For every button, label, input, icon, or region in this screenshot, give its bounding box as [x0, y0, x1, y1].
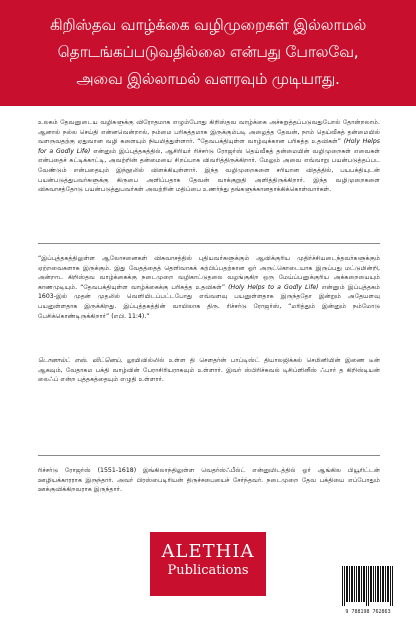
- endorser-description: லூயிவில்லில் உள்ள தி சௌதர்ன் பாப்டிஸ்ட் தியாலஜிக்கல் செமினியின் இணை டீன் ஆகவும், வேதாகம பக்தி வாழ்வின் பேராசிரியராகவும் உள்ளார். இவர் ஸ்பிரிச்சுவல் டிசிப்ளினீஸ் ஃபார் த கிறிஸ்டியன் லைஃப் என்ற புத்தகத்தையும் எழுதி உள்ளார்.: [38, 357, 380, 384]
- endorsement-text-1: “இப்புத்தகத்திலுள்ள ஆலோசனைகள் விசுவாசத்தில் புதியவர்களுக்கும் ஆவிக்குரிய முதிர்ச்சியடைந்தவர்களுக்கும் ஏற்றவைகளாக இருக்கும். இது வேதத்தைத் தெளிவாகக் கற்பிப்பதற்கான ஓர் அருட்கொடையாக இருப்பது மட்டுமின்றி, அன்றாட கிறிஸ்தவ வாழ்க்கைக்கு நடைமுறை வழிகாட்டுதலை வழங்குகிற ஒரு மேய்ப்பனுக்குரிய அக்கறையையும் காணமுடியும். “தேவபக்தியுள்ள வாழ்க்கைக்கு பரிசுத்த உதவிகள்”: [38, 255, 380, 291]
- banner-line-2: தொடங்கப்படுவதில்லை என்பது போலவே,: [57, 43, 359, 61]
- banner-line-3: அவை இல்லாமல் வளரவும் முடியாது.: [76, 70, 340, 88]
- publisher-logo: [150, 532, 266, 596]
- intro-paragraph: [38, 118, 380, 195]
- title-banner: [0, 0, 416, 106]
- publisher-logo-sub: Publications: [167, 563, 249, 578]
- author-bio: ரிச்சர்டு ரோஜர்ஸ் (1551-1618) இங்கிலாந்திலுள்ள வெதர்ஸ்ஃபீல்ட் என்னுமிடத்தில் ஓர் ஆங்கில பியூரிட்டன் ஊழியக்காரராக இருந்தார். அவர் பிரஸ்பைடிரியன் திருச்சபையைச் சேர்ந்தவர். நடைமுறை தேவ பக்தியை எப்போதும் ஊக்குவிக்கிறவராக இருந்தார்.: [38, 467, 380, 494]
- endorsement-english-title: (Holy Helps to a Godly Life): [228, 283, 319, 291]
- intro-english-title: (Holy Helps for a Godly Life): [38, 138, 381, 155]
- barcode-icon: [340, 566, 396, 608]
- endorsement-text-2: என்னும் இப்புத்தகம் 1603-இல் முதன் முதலில் வெளியிடப்பட்டபோது எவ்வளவு பயனுள்ளதாக இருந்ததோ இன்றும் அதேயளவு பயனுள்ளதாக இருக்கிறது. இப்புத்தகத்தின் வாயிலாக திரு. ரிச்சர்டு ரோஜர்ஸ், “மரித்தும் இன்னும் நம்மோடு பேசிக்கொண்டிருக்கிறார்” (எபி. 11:4).”: [38, 283, 380, 320]
- publisher-logo-mark: ALETHIA: [161, 541, 255, 562]
- barcode-digits: 9 788198 762863: [345, 609, 391, 615]
- section-divider: [38, 455, 380, 456]
- endorser-name: டொனால்ட் எஸ். விட்னெய்,: [38, 357, 123, 364]
- endorser-info: [38, 356, 380, 385]
- intro-text-2: என்னும் இப்புத்தகத்தில், ஆசிரியர் ரிச்சர்டு ரோஜர்ஸ் தெய்வீகத் தன்மையின் வழிமுறைகள் எவைகள் என்பதைச் சுட்டிக்காட்டி, அவற்றின் தன்மையை சிறப்பாக விவரித்திருக்கிறார். மேலும் அவை எவ்வாறு பயன்படுத்தப்பட வேண்டும் என்பதையும் இந்நூலில் விளக்கியுள்ளார். இந்த வழிமுறைகளை சரியான விதத்தில், பயபக்தியுடன் பயன்படுத்துபவர்களுக்கு கிருபை அளிப்பதாக தேவன் வாக்குறுதி அளித்திருக்கிறார். இந்த வழிமுறைகளை விசுவாசத்தோடு பயன்படுத்துபவர்கள் அவற்றின் மதிப்பை உணர்ந்து தங்களுக்கானதாக்கிக்கொள்வார்கள்.: [38, 147, 381, 194]
- banner-line-1: கிறிஸ்தவ வாழ்க்கை வழிமுறைகள் இல்லாமல்: [49, 16, 367, 34]
- isbn-barcode: [340, 566, 396, 620]
- intro-text-1: உலகம் தேவனுடைய வழிகளுக்கு விரோதமாக எழும்போது கிறிஸ்தவ வாழ்க்கை அச்சுறுத்தப்படுவதுபோல் தோன்றலாம். ஆனால் நல்ல செய்தி என்னவென்றால், நம்மை பரிசுத்தமாக இருக்கும்படி அழைத்த தேவன், நாம் தெய்வீகத் தன்மையில் வளருவதற்கு ஏதுவான வழி களையும் நியமித்துள்ளார். “தேவபக்தியுள்ள வாழ்வுக்கான பரிசுத்த உதவிகள்”: [38, 119, 380, 146]
- endorsement-quote: [38, 254, 380, 321]
- section-divider: [38, 243, 380, 244]
